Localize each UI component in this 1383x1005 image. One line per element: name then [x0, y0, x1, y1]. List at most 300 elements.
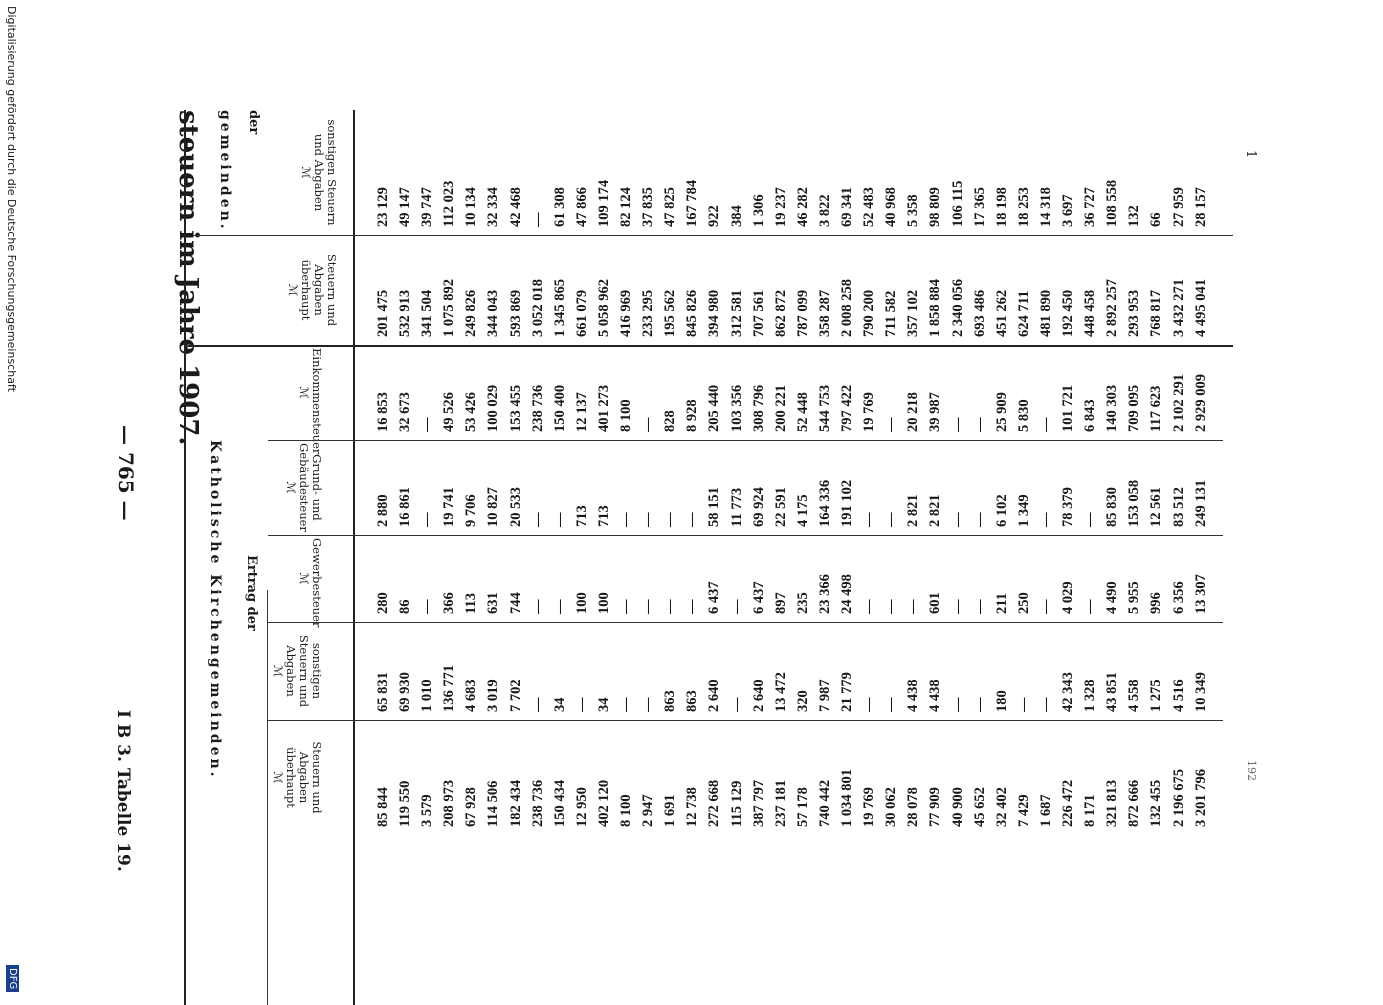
table-cell: 19 237 [772, 187, 789, 227]
column-header-unit: ℳ [271, 771, 285, 784]
table-cell: 3 019 [485, 679, 502, 712]
section-left-title: gemeinden. [217, 110, 233, 232]
table-cell: — [883, 599, 900, 614]
table-cell: 21 779 [839, 672, 856, 712]
column-header-label: sonstigen Steuern und Abgaben [284, 634, 324, 708]
table-cell: 9 706 [463, 494, 480, 527]
table-cell: 293 953 [1126, 289, 1143, 337]
table-cell: 10 827 [485, 487, 502, 527]
table-cell: 828 [662, 410, 679, 432]
table-cell: 32 334 [485, 187, 502, 227]
table-cell: 58 151 [706, 487, 723, 527]
table-cell: 46 282 [794, 187, 811, 227]
table-cell: — [949, 417, 966, 432]
table-cell: 211 [993, 593, 1010, 614]
table-cell: — [971, 512, 988, 527]
table-cell: 42 468 [507, 187, 524, 227]
table-cell: 57 178 [794, 787, 811, 827]
table-cell: 180 [993, 690, 1010, 712]
table-cell: 249 131 [1192, 479, 1209, 527]
table-cell: — [640, 417, 657, 432]
column-header [299, 113, 338, 232]
table-cell: 112 023 [441, 180, 458, 227]
table-cell: 106 115 [949, 180, 966, 227]
table-cell: 366 [441, 592, 458, 614]
table-cell: 19 769 [861, 787, 878, 827]
table-cell: — [419, 599, 436, 614]
table-cell: 341 504 [419, 289, 436, 337]
table-cell: 2 340 056 [949, 279, 966, 337]
table-cell: 140 303 [1104, 384, 1121, 432]
table-cell: — [529, 697, 546, 712]
table-cell: 4 029 [1060, 581, 1077, 614]
table-cell: 14 318 [1038, 187, 1054, 227]
table-cell: — [551, 599, 568, 614]
table-cell: — [684, 599, 701, 614]
table-cell: — [640, 697, 657, 712]
column-header-label: Steuern und Abgaben überhaupt [299, 253, 339, 327]
table-cell: 40 968 [883, 187, 900, 227]
table-cell: 47 825 [662, 187, 679, 227]
table-cell: 4 438 [927, 679, 944, 712]
table-cell: 42 343 [1060, 672, 1077, 712]
table-cell: 3 697 [1060, 194, 1077, 227]
table-cell: 897 [772, 592, 789, 614]
table-cell: 100 [596, 592, 612, 614]
column-header-label: Einkommensteuer [310, 348, 324, 455]
column-separator [193, 235, 1233, 236]
table-cell: 312 581 [728, 289, 745, 337]
table-cell: 1 858 884 [927, 279, 944, 337]
footer-small: 192 [1245, 760, 1258, 781]
table-cell: 67 928 [463, 787, 480, 827]
column-header-label: sonstigen Steuern und Abgaben [312, 119, 339, 226]
table-cell: 593 869 [507, 289, 524, 337]
table-cell: 3 822 [817, 194, 833, 227]
table-cell: 7 702 [507, 679, 524, 712]
table-cell: 32 402 [993, 787, 1010, 827]
table-cell: 8 100 [618, 794, 635, 827]
table-cell: — [883, 512, 900, 527]
column-separator [268, 535, 1223, 536]
table-cell: 358 287 [817, 289, 833, 337]
table-cell: — [971, 697, 988, 712]
table-cell: 37 835 [640, 187, 657, 227]
column-header [286, 238, 338, 342]
table-cell: 2 102 291 [1170, 374, 1187, 432]
table-cell: 416 969 [618, 289, 635, 337]
table-cell: 711 582 [883, 290, 900, 337]
page-title: steuern im Jahre 1907. [173, 110, 203, 446]
table-cell: 109 174 [596, 179, 612, 227]
table-cell: 20 218 [905, 392, 922, 432]
table-cell: — [684, 512, 701, 527]
table-cell: 2 640 [706, 679, 723, 712]
table-cell: 6 437 [706, 581, 723, 614]
table-cell: 69 924 [750, 487, 767, 527]
table-cell: 8 100 [618, 399, 635, 432]
table-cell: — [640, 512, 657, 527]
table-cell: 208 973 [441, 779, 458, 827]
column-header-unit: ℳ [297, 386, 311, 399]
table-cell: 18 198 [993, 187, 1010, 227]
table-cell: 132 455 [1148, 779, 1165, 827]
table-cell: 20 533 [507, 487, 524, 527]
table-cell: 150 400 [551, 384, 568, 432]
table-cell: 845 826 [684, 289, 701, 337]
table-cell: 320 [794, 690, 811, 712]
table-cell: 250 [1015, 592, 1032, 614]
table-cell: 709 095 [1126, 384, 1143, 432]
table-cell: 797 422 [839, 384, 856, 432]
table-cell: 8 171 [1082, 794, 1099, 827]
table-cell: 10 134 [463, 187, 480, 227]
table-cell: 2 640 [750, 679, 767, 712]
table-cell: — [1082, 599, 1099, 614]
table-cell: 12 950 [573, 787, 590, 827]
table-cell: 624 711 [1015, 290, 1032, 337]
table-cell: — [861, 697, 878, 712]
header-mid-rule [267, 590, 268, 1005]
digitization-note: Digitalisierung gefördert durch die Deutsche Forschungsgemeinschaft [5, 6, 18, 392]
table-cell: 280 [375, 592, 391, 614]
column-separator [268, 720, 1223, 721]
table-cell: — [618, 697, 635, 712]
table-cell: 113 [463, 593, 480, 614]
table-cell: 2 821 [905, 494, 922, 527]
table-cell: 6 102 [993, 494, 1010, 527]
dfg-logo: DFG [6, 965, 19, 992]
table-cell: 235 [794, 592, 811, 614]
table-cell: 49 147 [397, 187, 414, 227]
table-cell: — [949, 599, 966, 614]
table-cell: 768 817 [1148, 289, 1165, 337]
table-cell: 195 562 [662, 289, 679, 337]
table-cell: 1 691 [662, 794, 679, 827]
table-cell: — [618, 599, 635, 614]
table-cell: 69 341 [839, 187, 856, 227]
column-header [284, 443, 323, 532]
table-cell: 713 [573, 505, 590, 527]
table-cell: 19 769 [861, 392, 878, 432]
table-cell: 191 102 [839, 479, 856, 527]
table-cell: — [618, 512, 635, 527]
table-cell: 8 928 [684, 399, 701, 432]
table-cell: 3 579 [419, 794, 436, 827]
table-cell: — [861, 512, 878, 527]
table-cell: — [883, 697, 900, 712]
table-cell: 98 809 [927, 187, 944, 227]
table-cell: 2 947 [640, 794, 657, 827]
table-cell: — [1038, 417, 1054, 432]
table-cell: 40 900 [949, 787, 966, 827]
table-cell: — [971, 599, 988, 614]
table-cell: 1 306 [750, 194, 767, 227]
column-header-unit: ℳ [284, 481, 298, 494]
table-cell: 11 773 [728, 487, 745, 527]
column-header [297, 538, 324, 628]
table-cell: 7 429 [1015, 794, 1032, 827]
table-cell: 1 010 [419, 679, 436, 712]
table-cell: 5 358 [905, 194, 922, 227]
table-cell: 13 307 [1192, 574, 1209, 614]
table-cell: — [1015, 697, 1032, 712]
table-cell: 86 [397, 599, 414, 614]
section-right-sub: Ertrag der [244, 555, 259, 631]
table-cell: 4 490 [1104, 581, 1121, 614]
table-cell: 53 426 [463, 392, 480, 432]
table-cell: 238 736 [529, 779, 546, 827]
table-cell: — [949, 512, 966, 527]
table-cell: 5 058 962 [596, 279, 612, 337]
table-cell: 200 221 [772, 384, 789, 432]
table-cell: 25 909 [993, 392, 1010, 432]
column-header-unit: ℳ [286, 283, 300, 297]
table-cell: 1 075 892 [441, 279, 458, 337]
column-separator [268, 440, 1223, 441]
section-separator [188, 345, 1233, 347]
table-cell: — [1038, 599, 1054, 614]
table-cell: 226 472 [1060, 779, 1077, 827]
table-cell: 384 [728, 205, 745, 227]
table-cell: 69 930 [397, 672, 414, 712]
table-cell: 39 747 [419, 187, 436, 227]
table-cell: — [529, 512, 546, 527]
table-cell: 153 455 [507, 384, 524, 432]
table-cell: — [662, 512, 679, 527]
table-cell: 402 120 [596, 779, 612, 827]
table-cell: 481 890 [1038, 289, 1054, 337]
column-header-unit: ℳ [297, 572, 311, 585]
table-cell: — [905, 599, 922, 614]
table-cell: 863 [662, 690, 679, 712]
table-cell: 394 980 [706, 289, 723, 337]
table-cell: — [971, 417, 988, 432]
table-cell: 100 029 [485, 384, 502, 432]
column-separator [268, 622, 1223, 623]
table-cell: 787 099 [794, 289, 811, 337]
table-cell: 2 929 009 [1192, 374, 1209, 432]
table-cell: 117 623 [1148, 385, 1165, 432]
table-cell: 2 892 257 [1104, 279, 1121, 337]
column-header-label: Gewerbesteuer [310, 538, 324, 628]
digitization-bar [0, 0, 20, 1000]
table-cell: 4 558 [1126, 679, 1143, 712]
table-cell: — [1082, 512, 1099, 527]
table-cell: 52 483 [861, 187, 878, 227]
table-cell: 28 157 [1192, 187, 1209, 227]
table-cell: 922 [706, 205, 723, 227]
table-cell: — [419, 417, 436, 432]
table-cell: — [662, 599, 679, 614]
table-cell: — [861, 599, 878, 614]
table-cell: 2 821 [927, 494, 944, 527]
table-cell: 10 349 [1192, 672, 1209, 712]
table-cell: 43 851 [1104, 672, 1121, 712]
table-cell: 65 831 [375, 672, 391, 712]
table-cell: 872 666 [1126, 779, 1143, 827]
table-cell: 27 959 [1170, 187, 1187, 227]
table-cell: 661 079 [573, 289, 590, 337]
table-cell: 66 [1148, 212, 1165, 227]
table-cell: 16 861 [397, 487, 414, 527]
table-cell: 16 853 [375, 392, 391, 432]
table-cell: — [529, 599, 546, 614]
table-cell: 237 181 [772, 779, 789, 827]
table-cell: 30 062 [883, 787, 900, 827]
table-cell: 601 [927, 592, 944, 614]
table-cell: 119 550 [397, 780, 414, 827]
table-cell: 308 796 [750, 384, 767, 432]
table-cell: 23 366 [817, 574, 833, 614]
table-cell: — [1038, 512, 1054, 527]
table-cell: — [573, 697, 590, 712]
table-cell: 17 365 [971, 187, 988, 227]
table-cell: — [883, 417, 900, 432]
table-cell: 45 652 [971, 787, 988, 827]
page-number: — 765 — [114, 425, 138, 521]
table-cell: 19 741 [441, 487, 458, 527]
table-cell: 164 336 [817, 479, 833, 527]
table-cell: 3 432 271 [1170, 279, 1187, 337]
table-cell: 36 727 [1082, 187, 1099, 227]
table-cell: 4 175 [794, 494, 811, 527]
table-cell: 12 137 [573, 392, 590, 432]
table-cell: 108 558 [1104, 179, 1121, 227]
table-cell: 49 526 [441, 392, 458, 432]
table-cell: 3 052 018 [529, 279, 546, 337]
table-cell: — [1038, 697, 1054, 712]
table-cell: 136 771 [441, 664, 458, 712]
table-cell: 790 200 [861, 289, 878, 337]
table-cell: 182 434 [507, 779, 524, 827]
table-cell: — [728, 697, 745, 712]
table-cell: 6 356 [1170, 581, 1187, 614]
table-cell: 4 438 [905, 679, 922, 712]
table-cell: 2 008 258 [839, 279, 856, 337]
table-cell: 13 472 [772, 672, 789, 712]
table-cell: 205 440 [706, 384, 723, 432]
table-cell: 713 [596, 505, 612, 527]
table-cell: 451 262 [993, 289, 1010, 337]
table-cell: 387 797 [750, 779, 767, 827]
table-cell: 1 275 [1148, 679, 1165, 712]
table-cell: 1 345 865 [551, 279, 568, 337]
table-cell: 132 [1126, 205, 1143, 227]
table-cell: 82 124 [618, 187, 635, 227]
table-cell: 101 721 [1060, 384, 1077, 432]
table-cell: — [419, 512, 436, 527]
table-cell: 344 043 [485, 289, 502, 337]
table-cell: 6 843 [1082, 399, 1099, 432]
table-cell: 544 753 [817, 384, 833, 432]
column-header-unit: ℳ [271, 664, 285, 678]
column-header [297, 348, 324, 455]
table-cell: 4 683 [463, 679, 480, 712]
table-cell: 28 078 [905, 787, 922, 827]
table-cell: 47 866 [573, 187, 590, 227]
table-cell: 167 784 [684, 179, 701, 227]
table-cell: 2 880 [375, 494, 391, 527]
table-cell: 321 813 [1104, 779, 1121, 827]
table-cell: 862 872 [772, 289, 789, 337]
table-cell: — [728, 599, 745, 614]
table-cell: 5 955 [1126, 581, 1143, 614]
table-cell: 996 [1148, 592, 1165, 614]
table-cell: 707 561 [750, 289, 767, 337]
table-cell: — [551, 512, 568, 527]
column-header-label: Grund- und Gebäudesteuer [297, 443, 324, 532]
table-cell: 12 738 [684, 787, 701, 827]
table-cell: 153 058 [1126, 479, 1143, 527]
table-cell: 863 [684, 690, 701, 712]
column-header-unit: ℳ [299, 166, 313, 179]
table-cell: 34 [596, 697, 612, 712]
table-reference: I B 3. Tabelle 19. [113, 710, 133, 872]
table-cell: — [640, 599, 657, 614]
table-cell: 238 736 [529, 384, 546, 432]
table-cell: 22 591 [772, 487, 789, 527]
table-cell: 39 987 [927, 392, 944, 432]
column-header [271, 723, 323, 832]
table-cell: 85 830 [1104, 487, 1121, 527]
table-cell: 3 201 796 [1192, 769, 1209, 827]
table-cell: 1 687 [1038, 794, 1054, 827]
table-cell: 150 434 [551, 779, 568, 827]
table-cell: 23 129 [375, 187, 391, 227]
table-cell: 78 379 [1060, 487, 1077, 527]
table-cell: 272 668 [706, 779, 723, 827]
table-cell: 233 295 [640, 289, 657, 337]
table-cell: 4 495 041 [1192, 279, 1209, 337]
table-cell: 201 475 [375, 289, 391, 337]
table-cell: 744 [507, 592, 524, 614]
footer-mark: 1 [1243, 150, 1258, 159]
table-cell: 1 034 801 [839, 769, 856, 827]
table-cell: 115 129 [728, 780, 745, 827]
table-cell: 52 448 [794, 392, 811, 432]
table-cell: 532 913 [397, 289, 414, 337]
table-cell: 401 273 [596, 384, 612, 432]
header-bottom-rule [353, 110, 355, 1005]
table-cell: 114 506 [485, 780, 502, 827]
table-cell: 2 196 675 [1170, 769, 1187, 827]
table-cell: 24 498 [839, 574, 856, 614]
table-cell: 100 [573, 592, 590, 614]
table-cell: 4 516 [1170, 679, 1187, 712]
table-cell: 5 830 [1015, 399, 1032, 432]
section-right-title: Katholische Kirchengemeinden. [207, 440, 223, 780]
table-cell: 740 442 [817, 779, 833, 827]
table-cell: — [529, 212, 546, 227]
table-cell: — [949, 697, 966, 712]
table-cell: 1 328 [1082, 679, 1099, 712]
column-header [271, 625, 323, 717]
table-cell: 77 909 [927, 787, 944, 827]
table-cell: 85 844 [375, 787, 391, 827]
table-cell: 631 [485, 592, 502, 614]
table-cell: 448 458 [1082, 289, 1099, 337]
table-cell: 32 673 [397, 392, 414, 432]
table-cell: 34 [551, 697, 568, 712]
table-cell: 7 987 [817, 679, 833, 712]
table-cell: 83 512 [1170, 487, 1187, 527]
table-cell: 103 356 [728, 384, 745, 432]
column-header-label: Steuern und Abgaben überhaupt [284, 741, 324, 814]
table-cell: 357 102 [905, 289, 922, 337]
table-cell: 18 253 [1015, 187, 1032, 227]
section-left-sub: der [246, 110, 261, 135]
